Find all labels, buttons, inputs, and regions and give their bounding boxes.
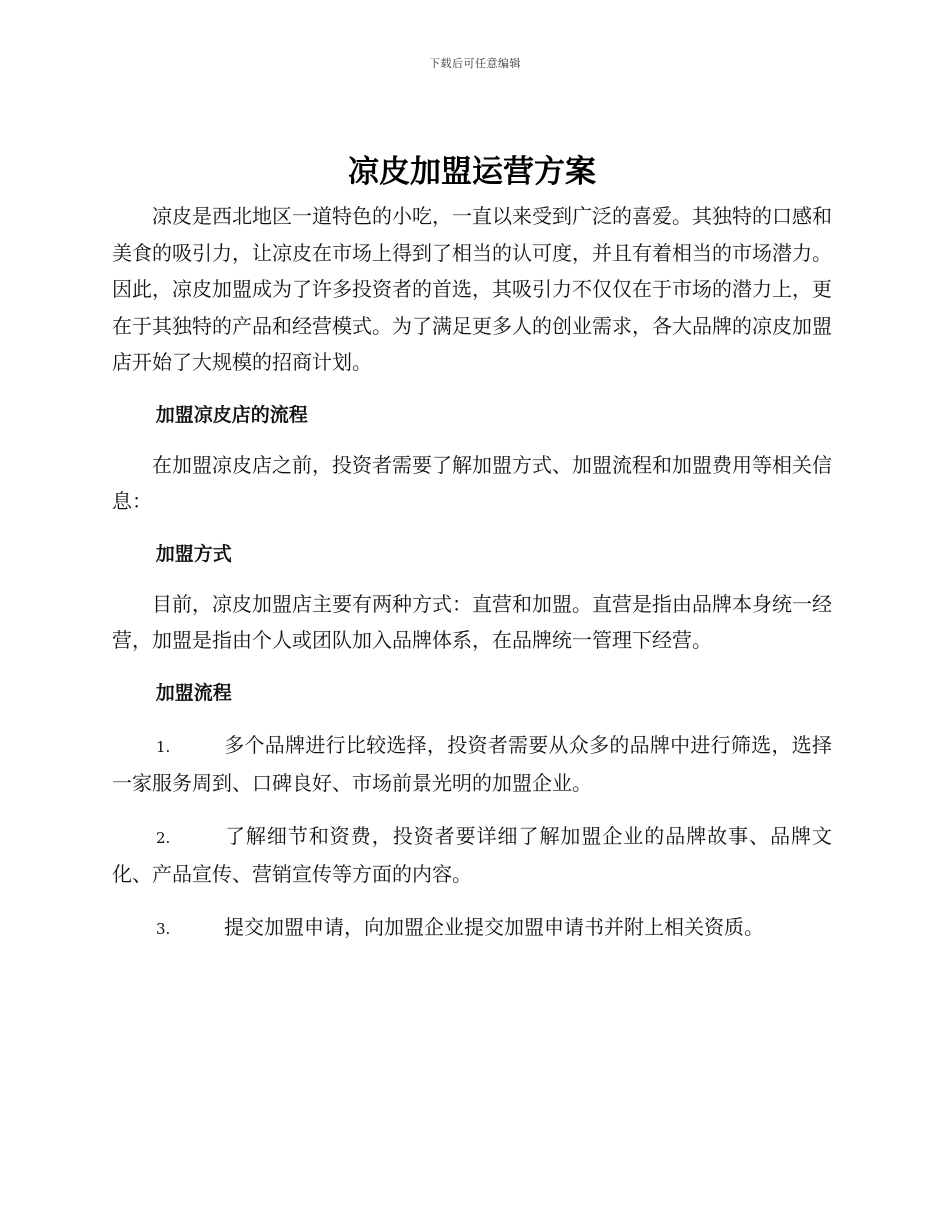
- list-item-text: 提交加盟申请，向加盟企业提交加盟申请书并附上相关资质。: [224, 914, 764, 939]
- list-item: [112, 727, 832, 802]
- intro-paragraph: 凉皮是西北地区一道特色的小吃，一直以来受到广泛的喜爱。其独特的口感和美食的吸引力，让凉皮在市场上得到了相当的认可度，并且有着相当的市场潜力。因此，凉皮加盟成为了许多投资者的首选，其吸引力不仅仅在于市场的潜力上，更在于其独特的产品和经营模式。为了满足更多人的创业需求，各大品牌的凉皮加盟店开始了大规模的招商计划。: [112, 204, 832, 374]
- section-paragraph-franchise-process: 在加盟凉皮店之前，投资者需要了解加盟方式、加盟流程和加盟费用等相关信息：: [112, 452, 832, 513]
- header-note: 下载后可任意编辑: [429, 57, 521, 70]
- list-item-text: 多个品牌进行比较选择，投资者需要从众多的品牌中进行筛选，选择一家服务周到、口碑良好、市场前景光明的加盟企业。: [112, 732, 832, 795]
- list-item: [112, 818, 832, 893]
- section-heading-franchise-process: 加盟凉皮店的流程: [155, 403, 308, 426]
- list-item-number: 3.: [156, 919, 171, 938]
- section-heading-franchise-mode: 加盟方式: [155, 542, 232, 565]
- list-item: [112, 909, 832, 948]
- list-item-text: 了解细节和资费，投资者要详细了解加盟企业的品牌故事、品牌文化、产品宣传、营销宣传等方面的内容。: [112, 823, 832, 886]
- section-heading-franchise-steps: 加盟流程: [155, 681, 232, 704]
- document-body: [112, 148, 832, 947]
- document-title: 凉皮加盟运营方案: [348, 154, 596, 190]
- list-item-number: 2.: [156, 828, 171, 847]
- list-item-number: 1.: [156, 737, 171, 756]
- section-paragraph-franchise-mode: 目前，凉皮加盟店主要有两种方式：直营和加盟。直营是指由品牌本身统一经营，加盟是指由个人或团队加入品牌体系，在品牌统一管理下经营。: [112, 591, 832, 652]
